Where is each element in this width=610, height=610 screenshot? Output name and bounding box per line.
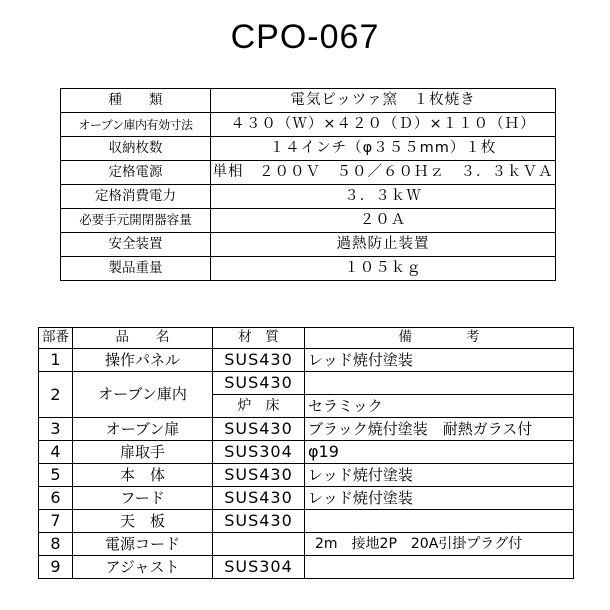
- page-title: CPO-067: [230, 18, 380, 56]
- part-no: 8: [39, 533, 73, 556]
- spec-key: 製品重量: [61, 257, 211, 281]
- part-material: SUS430: [213, 464, 305, 487]
- spec-key: 種 類: [61, 89, 211, 113]
- part-name: 電源コード: [73, 533, 213, 556]
- spec-value: ３．３ｋＷ: [211, 185, 556, 209]
- table-row: [39, 372, 574, 395]
- part-name: 天 板: [73, 510, 213, 533]
- spec-row: [61, 161, 556, 185]
- part-material: SUS430: [213, 418, 305, 441]
- spec-row: [61, 137, 556, 161]
- part-material: SUS430: [213, 349, 305, 372]
- spec-key: 安全装置: [61, 233, 211, 257]
- table-row: [39, 441, 574, 464]
- part-name: 操作パネル: [73, 349, 213, 372]
- parts-header-row: [39, 328, 574, 349]
- spec-row: [61, 257, 556, 281]
- spec-row: [61, 233, 556, 257]
- parts-table: [38, 327, 574, 579]
- spec-value: １０５ｋｇ: [211, 257, 556, 281]
- part-remarks: レッド焼付塗装: [305, 349, 574, 372]
- table-row: [39, 464, 574, 487]
- spec-value: ４３０（Ｗ）×４２０（Ｄ）×１１０（Ｈ）: [211, 113, 556, 137]
- part-name: アジャスト: [73, 556, 213, 579]
- part-material: SUS304: [213, 441, 305, 464]
- spec-row: [61, 89, 556, 113]
- part-remarks: レッド焼付塗装: [305, 487, 574, 510]
- table-row: [39, 418, 574, 441]
- part-remarks: [305, 556, 574, 579]
- spec-key: 定格電源: [61, 161, 211, 185]
- part-no: 9: [39, 556, 73, 579]
- part-material: SUS430: [213, 487, 305, 510]
- table-row: [39, 487, 574, 510]
- spec-key: オーブン庫内有効寸法: [61, 113, 211, 137]
- part-material: 炉 床: [213, 395, 305, 418]
- part-no: 2: [39, 372, 73, 418]
- part-no: 4: [39, 441, 73, 464]
- spec-row: [61, 209, 556, 233]
- part-name: オーブン庫内: [73, 372, 213, 418]
- spec-key: 定格消費電力: [61, 185, 211, 209]
- part-remarks: [305, 510, 574, 533]
- part-remarks: ブラック焼付塗装 耐熱ガラス付: [305, 418, 574, 441]
- spec-value: 過熱防止装置: [211, 233, 556, 257]
- spec-value: １４インチ（φ３５５mm）１枚: [211, 137, 556, 161]
- part-no: 3: [39, 418, 73, 441]
- header-remarks: 備 考: [305, 328, 574, 349]
- spec-row: [61, 113, 556, 137]
- part-remarks: セラミック: [305, 395, 574, 418]
- part-material: [213, 533, 305, 556]
- table-row: [39, 510, 574, 533]
- part-name: 扉取手: [73, 441, 213, 464]
- spec-key: 収納枚数: [61, 137, 211, 161]
- header-name: 品 名: [73, 328, 213, 349]
- part-name: フード: [73, 487, 213, 510]
- part-remarks: φ19: [305, 441, 574, 464]
- part-remarks: レッド焼付塗装: [305, 464, 574, 487]
- part-material: SUS430: [213, 510, 305, 533]
- spec-value: 単相 ２００Ｖ ５０／６０Ｈｚ ３．３ｋＶＡ: [211, 161, 556, 185]
- part-material: SUS304: [213, 556, 305, 579]
- header-no: 部番: [39, 328, 73, 349]
- spec-value: 電気ピッツァ窯 １枚焼き: [211, 89, 556, 113]
- part-remarks: 2m 接地2P 20A引掛プラグ付: [305, 533, 574, 556]
- spec-value: ２０Ａ: [211, 209, 556, 233]
- part-remarks: [305, 372, 574, 395]
- part-name: 本 体: [73, 464, 213, 487]
- table-row: [39, 533, 574, 556]
- part-no: 1: [39, 349, 73, 372]
- spec-row: [61, 185, 556, 209]
- part-no: 7: [39, 510, 73, 533]
- part-no: 5: [39, 464, 73, 487]
- part-material: SUS430: [213, 372, 305, 395]
- part-name: オーブン扉: [73, 418, 213, 441]
- spec-key: 必要手元開閉器容量: [61, 209, 211, 233]
- table-row: [39, 349, 574, 372]
- header-material: 材 質: [213, 328, 305, 349]
- part-no: 6: [39, 487, 73, 510]
- spec-table: [60, 88, 556, 281]
- table-row: [39, 556, 574, 579]
